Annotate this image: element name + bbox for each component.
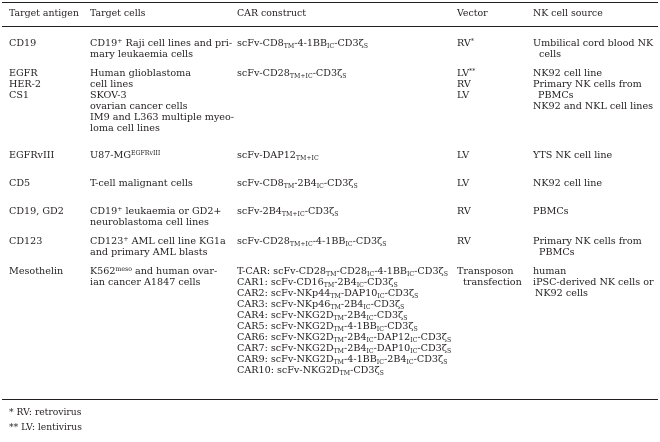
cell-car-construct [237,38,368,49]
cell-target-cells [90,206,221,228]
cell-vector [457,266,522,288]
cell-line: IM9 and L363 multiple myeo- [90,112,235,123]
cell-line: CAR10: scFv-$NKG2D_{TM}-CD3\zeta_S$ [237,365,384,377]
cell-target-antigen [9,178,30,189]
cell-line: $U87-MG^{EGFRvIII}$ [90,149,161,161]
cell-line: $K562^{meso}$ and human ovar- [90,265,218,277]
cell-line: NK92 cell line [533,68,603,79]
cell-line: CD19 [9,38,37,49]
cell-nk-cell-source [533,150,612,161]
cell-car-construct [237,236,387,247]
cell-target-cells [90,68,234,134]
table-bottom-rule [2,399,658,400]
cell-line: Mesothelin [9,266,64,277]
header-target-cells: Target cells [90,8,146,19]
cell-line: iPSC-derived NK cells or [533,277,654,288]
cell-line: scFv-$CD28_{TM+IC}-4-1BB_{IC}-CD3\zeta_S$ [237,236,387,248]
cell-car-construct [237,68,347,79]
cell-line: CAR2: scFv-$NKp44_{TM}-DAP10_{IC}-CD3\zeta_S$ [237,288,419,300]
cell-nk-cell-source [533,38,653,60]
cell-vector [457,68,475,101]
cell-nk-cell-source [533,68,653,112]
cell-line: LV** [457,67,476,79]
cell-line: scFv-$CD8_{TM}-4-1BB_{IC}-CD3\zeta_S$ [237,38,369,50]
cell-target-cells [90,236,226,258]
cell-line: neuroblastoma cell lines [90,217,209,228]
cell-vector [457,38,474,49]
cell-car-construct [237,150,319,161]
cell-vector [457,206,471,217]
header-vector: Vector [457,8,488,19]
cell-car-construct [237,206,339,217]
cell-nk-cell-source [533,206,569,217]
cell-target-antigen [9,150,54,161]
cell-line: CAR6: scFv-$NKG2D_{TM}-2B4_{IC}-DAP12_{IC}-CD3\zeta_S$ [237,332,452,344]
cell-vector [457,178,469,189]
cell-target-antigen [9,68,41,101]
cell-line: Primary NK cells from [533,236,642,247]
cell-target-antigen [9,266,63,277]
cell-line: RV [457,79,471,90]
cell-line: and primary AML blasts [90,247,208,258]
header-nk-cell-source: NK cell source [533,8,603,19]
cell-line: CAR9: scFv-$NKG2D_{TM}-4-1BB_{IC}-2B4_{IC}-CD3\zeta_S$ [237,354,448,366]
cell-line: scFv-$DAP12_{TM+IC}$ [237,150,319,162]
cell-line: CAR1: scFv-$CD16_{TM}-2B4_{IC}-CD3\zeta_S$ [237,277,398,289]
header-car-construct: CAR construct [237,8,307,19]
cell-line: mary leukaemia cells [90,49,194,60]
cell-line: CD123+ AML cell line KG1a [90,235,226,247]
cell-line: LV [457,90,470,101]
cell-line: Transposon [457,266,514,277]
cell-line: RV [457,206,471,217]
footnote-rv: * RV: retrovirus [9,407,82,418]
cell-line: EGFR [9,68,38,79]
cell-car-construct [237,266,451,376]
cell-line: SKOV-3 [90,90,127,101]
cell-vector [457,236,471,247]
cell-line: Primary NK cells from [533,79,642,90]
cell-line: ian cancer A1847 cells [90,277,201,288]
cell-line: RV* [457,37,474,49]
cell-target-cells [90,178,193,189]
cell-line: scFv-$CD8_{TM}-2B4_{IC}-CD3\zeta_S$ [237,178,358,190]
cell-line: scFv-$2B4_{TM+IC}-CD3\zeta_S$ [237,206,339,218]
cell-target-cells [90,38,232,60]
cell-line: CAR5: scFv-$NKG2D_{TM}-4-1BB_{IC}-CD3\zeta_S$ [237,321,418,333]
table-top-rule [2,2,658,3]
cell-line: CD19+ Raji cell lines and pri- [90,37,233,49]
cell-line: Umbilical cord blood NK [533,38,654,49]
cell-line: EGFRvIII [9,150,55,161]
cell-line: NK92 and NKL cell lines [533,101,654,112]
cell-target-antigen [9,236,42,247]
cell-line: HER-2 [9,79,41,90]
cell-line: RV [457,236,471,247]
footnote-lv: ** LV: lentivirus [9,422,82,433]
cell-line: PBMCs [538,90,574,101]
cell-line: CD19+ leukaemia or GD2+ [90,205,222,217]
cell-nk-cell-source [533,266,654,299]
cell-line: ovarian cancer cells [90,101,188,112]
cell-line: CAR7: scFv-$NKG2D_{TM}-2B4_{IC}-DAP10_{IC}-CD3\zeta_S$ [237,343,452,355]
cell-line: YTS NK cell line [533,150,613,161]
cell-target-cells [90,266,217,288]
cell-target-antigen [9,206,64,217]
cell-line: cells [539,49,562,60]
cell-line: CD19, GD2 [9,206,64,217]
cell-line: CAR3: scFv-$NKp46_{TM}-2B4_{IC}-CD3\zeta_S$ [237,299,405,311]
cell-line: scFv-$CD28_{TM+IC}-CD3\zeta_S$ [237,68,347,80]
header-target-antigen: Target antigen [9,8,79,19]
cell-line: CS1 [9,90,30,101]
cell-line: NK92 cells [535,288,588,299]
cell-line: NK92 cell line [533,178,603,189]
cell-line: LV [457,178,470,189]
cell-line: CD123 [9,236,43,247]
cell-line: PBMCs [533,206,569,217]
cell-line: Human glioblastoma [90,68,191,79]
cell-line: cell lines [90,79,134,90]
cell-line: CAR4: scFv-$NKG2D_{TM}-2B4_{IC}-CD3\zeta_S$ [237,310,408,322]
cell-line: transfection [463,277,522,288]
cell-target-antigen [9,38,36,49]
cell-car-construct [237,178,358,189]
cell-line: CD5 [9,178,31,189]
cell-target-cells [90,150,160,161]
cell-line: LV [457,150,470,161]
cell-line: loma cell lines [90,123,160,134]
cell-line: human [533,266,567,277]
cell-nk-cell-source [533,178,602,189]
cell-line: T-cell malignant cells [90,178,193,189]
cell-line: PBMCs [539,247,575,258]
cell-nk-cell-source [533,236,642,258]
cell-line: T-CAR: scFv-$CD28_{TM}-CD28_{IC}-4-1BB_{IC}-CD3\zeta_S$ [237,266,448,278]
table-header-rule [2,26,658,27]
cell-vector [457,150,469,161]
